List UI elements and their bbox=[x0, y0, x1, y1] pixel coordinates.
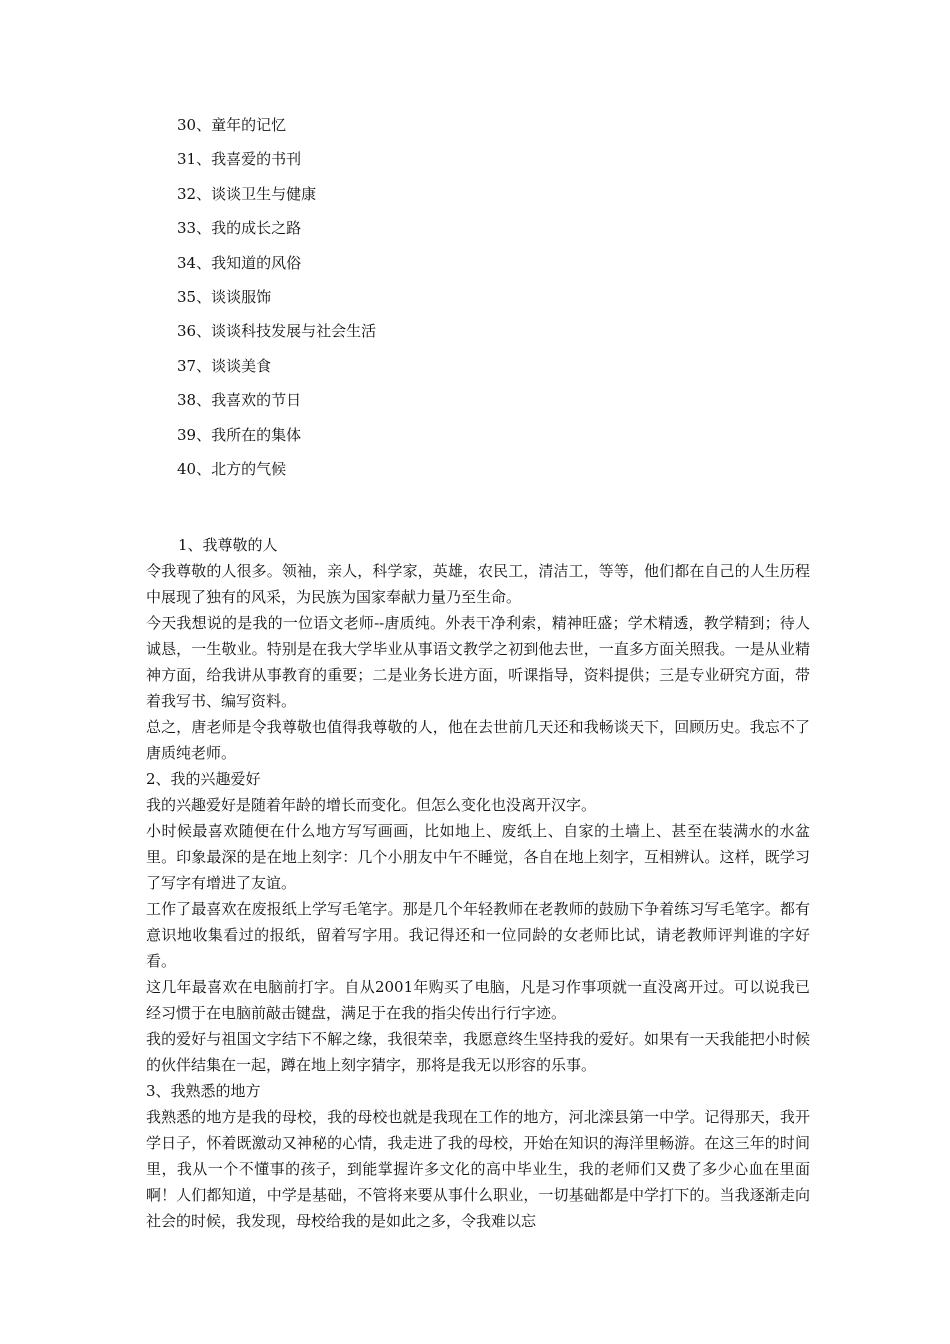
paragraph: 我的爱好与祖国文字结下不解之缘，我很荣幸，我愿意终生坚持我的爱好。如果有一天我能把小时候的伙伴结集在一起，蹲在地上刻字猜字，那将是我无以形容的乐事。 bbox=[146, 1030, 810, 1074]
section-heading: 1、我尊敬的人 bbox=[178, 536, 278, 554]
paragraph: 小时候最喜欢随便在什么地方写写画画，比如地上、废纸上、自家的土墙上、甚至在装满水的水盆里。印象最深的是在地上刻字：几个小朋友中午不睡觉，各自在地上刻字，互相辨认。这样，既学习了写字有增进了友谊。 bbox=[146, 822, 810, 892]
section-heading: 3、我熟悉的地方 bbox=[146, 1082, 261, 1100]
topic-list bbox=[177, 112, 376, 490]
topic-item: 33、我的成长之路 bbox=[177, 219, 302, 238]
essay-body bbox=[146, 532, 810, 1234]
topic-item: 35、谈谈服饰 bbox=[177, 287, 272, 306]
paragraph: 令我尊敬的人很多。领袖，亲人，科学家，英雄，农民工，清洁工，等等，他们都在自己的人生历程中展现了独有的风采，为民族为国家奉献力量乃至生命。 bbox=[146, 562, 810, 606]
topic-item: 38、我喜欢的节日 bbox=[177, 391, 302, 410]
topic-item: 36、谈谈科技发展与社会生活 bbox=[177, 322, 377, 341]
paragraph: 工作了最喜欢在废报纸上学写毛笔字。那是几个年轻教师在老教师的鼓励下争着练习写毛笔字。都有意识地收集看过的报纸，留着写字用。我记得还和一位同龄的女老师比试，请老教师评判谁的字好看。 bbox=[146, 900, 810, 970]
topic-item: 34、我知道的风俗 bbox=[177, 253, 302, 272]
paragraph: 我熟悉的地方是我的母校，我的母校也就是我现在工作的地方，河北滦县第一中学。记得那天，我开学日子，怀着既激动又神秘的心情，我走进了我的母校，开始在知识的海洋里畅游。在这三年的时间里，我从一个不懂事的孩子，到能掌握许多文化的高中毕业生，我的老师们又费了多少心血在里面啊！人们都知道，中学是基础，不管将来要从事什么职业，一切基础都是中学打下的。当我逐渐走向社会的时候，我发现，母校给我的是如此之多，令我难以忘 bbox=[146, 1108, 810, 1230]
topic-item: 37、谈谈美食 bbox=[177, 356, 272, 375]
section-heading: 2、我的兴趣爱好 bbox=[146, 770, 261, 788]
topic-item: 30、童年的记忆 bbox=[177, 116, 287, 134]
topic-item: 39、我所在的集体 bbox=[177, 425, 302, 444]
paragraph: 总之，唐老师是令我尊敬也值得我尊敬的人，他在去世前几天还和我畅谈天下，回顾历史。我忘不了唐质纯老师。 bbox=[146, 718, 810, 762]
paragraph: 今天我想说的是我的一位语文老师--唐质纯。外表干净利索，精神旺盛；学术精透，教学精到；待人诚恳，一生敬业。特别是在我大学毕业从事语文教学之初到他去世，一直多方面关照我。一是从业精神方面，给我讲从事教育的重要；二是业务长进方面，听课指导，资料提供；三是专业研究方面，带着我写书、编写资料。 bbox=[146, 614, 810, 710]
topic-item: 40、北方的气候 bbox=[177, 459, 287, 478]
topic-item: 32、谈谈卫生与健康 bbox=[177, 184, 317, 203]
paragraph: 这几年最喜欢在电脑前打字。自从2001年购买了电脑，凡是习作事项就一直没离开过。可以说我已经习惯于在电脑前敲击键盘，满足于在我的指尖传出行行字迹。 bbox=[146, 978, 810, 1022]
paragraph: 我的兴趣爱好是随着年龄的增长而变化。但怎么变化也没离开汉字。 bbox=[146, 796, 597, 814]
topic-item: 31、我喜爱的书刊 bbox=[177, 150, 302, 169]
